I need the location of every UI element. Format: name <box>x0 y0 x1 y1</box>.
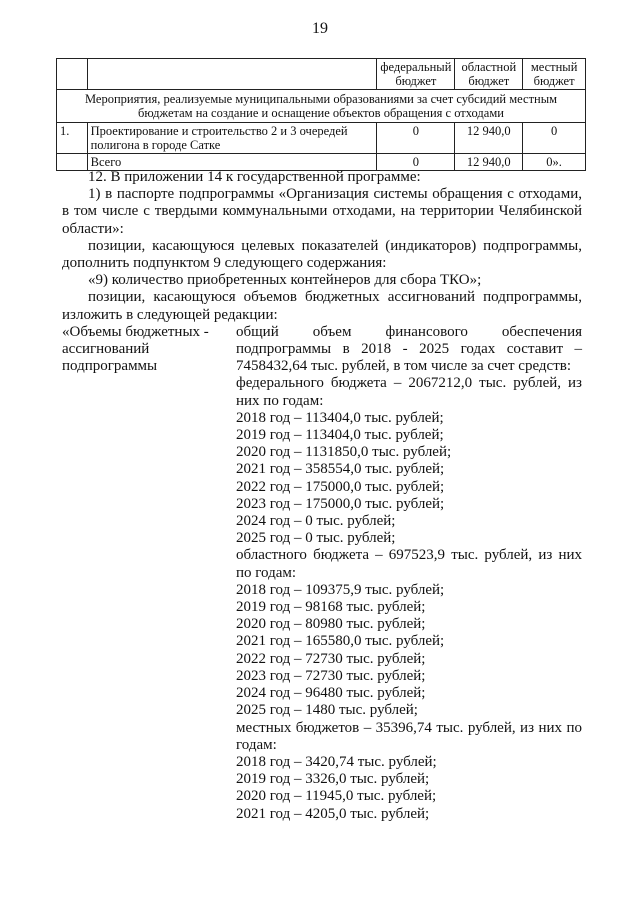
table-cell-federal: 0 <box>377 123 455 154</box>
table-cell-regional: 12 940,0 <box>455 154 523 171</box>
federal-year-line: 2021 год – 358554,0 тыс. рублей; <box>236 461 445 478</box>
local-year-line: 2019 год – 3326,0 тыс. рублей; <box>236 771 430 788</box>
local-budget-text: местных бюджетов – 35396,74 тыс. рублей, из них по годам: <box>236 719 582 753</box>
federal-year-line: 2020 год – 1131850,0 тыс. рублей; <box>236 444 452 461</box>
table-row <box>57 123 586 154</box>
table-section-title: Мероприятия, реализуемые муниципальными образованиями за счет субсидий местным бюджетам на создание и оснащение объектов обращения с отходами <box>57 90 586 123</box>
paragraph-item-12: 12. В приложении 14 к государственной программе: <box>88 169 421 185</box>
regional-budget-text: областного бюджета – 697523,9 тыс. рублей, из них по годам: <box>236 547 582 581</box>
regional-year-line: 2024 год – 96480 тыс. рублей; <box>236 685 426 702</box>
regional-year-line: 2020 год – 80980 тыс. рублей; <box>236 616 426 633</box>
regional-year-line: 2023 год – 72730 тыс. рублей; <box>236 667 426 684</box>
table-cell-local: 0». <box>523 154 586 171</box>
regional-year-line: 2018 год – 109375,9 тыс. рублей; <box>236 581 445 598</box>
table-header-empty <box>57 59 88 90</box>
federal-year-line: 2023 год – 175000,0 тыс. рублей; <box>236 495 445 512</box>
table-cell-name: Всего <box>87 154 377 171</box>
federal-year-line: 2025 год – 0 тыс. рублей; <box>236 530 396 547</box>
table-header-empty <box>87 59 377 90</box>
paragraph-passport: 1) в паспорте подпрограммы «Организация системы обращения с отходами, в том числе с твердыми коммунальными отходами, на территории Челябинской области»: <box>62 186 582 237</box>
federal-year-line: 2024 год – 0 тыс. рублей; <box>236 513 396 530</box>
regional-year-line: 2022 год – 72730 тыс. рублей; <box>236 650 426 667</box>
federal-year-line: 2018 год – 113404,0 тыс. рублей; <box>236 409 444 426</box>
federal-year-line: 2022 год – 175000,0 тыс. рублей; <box>236 478 445 495</box>
federal-budget-text: федерального бюджета – 2067212,0 тыс. рублей, из них по годам: <box>236 375 582 409</box>
budget-table <box>56 58 586 171</box>
table-header-federal: федеральный бюджет <box>377 59 455 90</box>
table-cell-regional: 12 940,0 <box>455 123 523 154</box>
table-row-total <box>57 154 586 171</box>
table-cell-num: 1. <box>57 123 88 154</box>
table-cell-num <box>57 154 88 171</box>
table-header-regional: областной бюджет <box>455 59 523 90</box>
table-section-row <box>57 90 586 123</box>
budget-volume-content <box>236 324 582 823</box>
table-cell-name: Проектирование и строительство 2 и 3 очередей полигона в городе Сатке <box>87 123 377 154</box>
regional-year-line: 2019 год – 98168 тыс. рублей; <box>236 599 426 616</box>
page-number: 19 <box>312 20 328 37</box>
local-year-line: 2021 год – 4205,0 тыс. рублей; <box>236 805 430 822</box>
budget-volume-label: «Объемы бюджетных - ассигнований подпрограммы <box>62 323 209 375</box>
regional-year-line: 2025 год – 1480 тыс. рублей; <box>236 702 418 719</box>
budget-volume-block <box>62 324 582 823</box>
paragraph-indicators: позиции, касающуюся целевых показателей (индикаторов) подпрограммы, дополнить подпунктом 9 следующего содержания: <box>62 237 582 272</box>
local-year-line: 2018 год – 3420,74 тыс. рублей; <box>236 753 437 770</box>
regional-year-line: 2021 год – 165580,0 тыс. рублей; <box>236 633 445 650</box>
federal-year-line: 2019 год – 113404,0 тыс. рублей; <box>236 427 444 444</box>
paragraph-subitem-9: «9) количество приобретенных контейнеров для сбора ТКО»; <box>88 272 482 289</box>
table-cell-local: 0 <box>523 123 586 154</box>
table-header-local: местный бюджет <box>523 59 586 90</box>
local-year-line: 2020 год – 11945,0 тыс. рублей; <box>236 788 437 805</box>
budget-total-text: общий объем финансового обеспечения подпрограммы в 2018 - 2025 годах составит – 7458432,64 тыс. рублей, в том числе за счет средств: <box>236 323 582 375</box>
table-cell-federal: 0 <box>377 154 455 171</box>
paragraph-budget-position: позиции, касающуюся объемов бюджетных ассигнований подпрограммы, изложить в следующей редакции: <box>62 289 582 323</box>
table-header-row <box>57 59 586 90</box>
document-body <box>62 169 582 823</box>
